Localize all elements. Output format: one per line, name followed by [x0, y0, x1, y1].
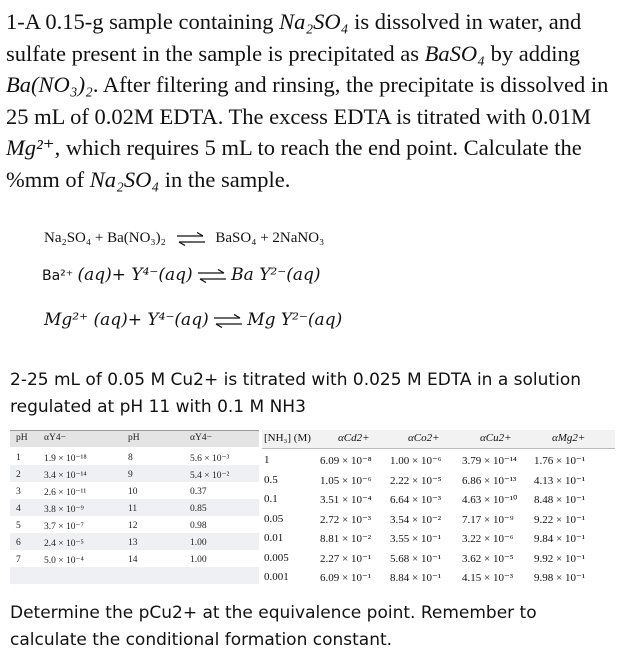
table-right-cell: 4.13 × 10⁻¹	[534, 474, 586, 487]
equilibrium-arrow-icon	[197, 269, 227, 283]
reaction-1	[44, 230, 324, 247]
problem-1-part: . After filtering and rinsing, the precipitate is dissolved in 25 mL of 0.02M EDTA. The excess EDTA is titrated with 0.01M	[6, 72, 609, 129]
table-right-cell: 0.5	[264, 473, 278, 486]
problem-1-part: 1-A 0.15-g sample containing	[6, 9, 280, 34]
data-tables	[10, 430, 615, 590]
reaction-3-products: Mg Y²⁻(aq)	[247, 310, 343, 330]
table-left-cell: 5.6 × 10⁻³	[190, 454, 230, 464]
table-left-cell: 9	[128, 470, 133, 480]
table-left-cell: 10	[128, 487, 138, 497]
reaction-2-reactants: (aq)+ Y⁴⁻(aq)	[77, 265, 193, 285]
table-right-cell: 0.05	[264, 512, 284, 525]
equilibrium-arrow-icon	[176, 232, 206, 246]
question-text: Determine the pCu2+ at the equivalence point. Remember to calculate the conditional formation constant.	[10, 603, 537, 650]
table-right-header: αMg2+	[552, 432, 586, 444]
table-right-cell: 1.76 × 10⁻¹	[534, 455, 586, 467]
table-right-cell: 8.81 × 10⁻²	[320, 533, 372, 545]
table-left-cell: 2.6 × 10⁻¹¹	[44, 488, 87, 498]
table-right-header: αCu2+	[480, 432, 512, 444]
table-left-cell: 12	[128, 521, 138, 531]
table-right-cell: 6.09 × 10⁻⁸	[320, 455, 372, 467]
problem-1-part: is dissolved in water, and sulfate present in the sample is precipitated as	[6, 9, 582, 66]
table-right-cell: 3.79 × 10⁻¹⁴	[462, 455, 517, 467]
table-right-cell: 4.15 × 10⁻³	[462, 572, 514, 584]
table-left-cell: 0.85	[190, 504, 207, 514]
table-left-cell: 4	[16, 504, 21, 514]
table-right-cell: 6.64 × 10⁻³	[390, 494, 442, 506]
table-left-header: pH	[128, 433, 140, 443]
problem-2-text: 2-25 mL of 0.05 M Cu2+ is titrated with 0.025 M EDTA in a solution regulated at pH 11 with 0.1 M NH3	[10, 370, 581, 417]
table-left-cell: 5	[16, 521, 21, 531]
problem-1-part: in the sample.	[159, 166, 291, 192]
problem-1-part: , which requires 5 mL to reach the end point. Calculate the %mm of	[6, 135, 582, 192]
table-right-cell: 3.51 × 10⁻⁴	[320, 494, 372, 506]
table-right-cell: 4.63 × 10⁻¹⁰	[462, 494, 518, 506]
table-right-cell: 1.05 × 10⁻⁶	[320, 474, 372, 487]
alpha-metal-table	[262, 430, 615, 590]
table-right-header: αCo2+	[408, 432, 440, 444]
table-right-cell: 8.84 × 10⁻¹	[390, 572, 442, 584]
row-stripe	[10, 567, 259, 584]
table-right-cell: 1.00 × 10⁻⁶	[390, 455, 442, 467]
reaction-2-ion: Ba²⁺	[42, 268, 74, 284]
reaction-2	[42, 265, 321, 285]
table-left-cell: 0.98	[190, 521, 207, 531]
table-right-cell: 0.1	[264, 493, 278, 505]
reaction-2-products: Ba Y²⁻(aq)	[231, 265, 321, 285]
formula-baso4: BaSO₄	[424, 40, 485, 66]
table-left-header: pH	[16, 433, 28, 443]
table-right-cell: 2.72 × 10⁻³	[320, 513, 372, 526]
table-right-cell: 5.68 × 10⁻¹	[390, 552, 442, 565]
table-left-cell: 8	[128, 453, 133, 463]
table-right-header: [NH₃] (M)	[264, 432, 311, 444]
table-right-cell: 3.55 × 10⁻¹	[390, 533, 442, 545]
table-right-cell: 6.86 × 10⁻¹³	[462, 474, 517, 487]
table-right-cell: 3.62 × 10⁻⁵	[462, 552, 514, 565]
table-left-cell: 1.00	[190, 555, 207, 565]
table-right-cell: 8.48 × 10⁻¹	[534, 494, 586, 506]
table-right-header: αCd2+	[338, 432, 370, 444]
table-right-cell: 2.27 × 10⁻¹	[320, 552, 372, 565]
formula-bano32: Ba(NO₃)₂	[6, 72, 93, 97]
table-right-cell: 3.22 × 10⁻⁶	[462, 533, 514, 545]
table-right-cell: 1	[264, 454, 270, 466]
table-right-cell: 7.17 × 10⁻⁹	[462, 513, 514, 526]
table-left-cell: 2.4 × 10⁻⁵	[44, 539, 84, 549]
table-right-cell: 0.01	[264, 532, 284, 544]
formula-na2so4: Na₂SO₄	[279, 9, 349, 34]
table-left-cell: 3.8 × 10⁻⁹	[44, 505, 84, 515]
table-left-header: αY4−	[190, 433, 212, 443]
table-right-cell: 0.001	[264, 571, 289, 583]
table-left-cell: 5.0 × 10⁻⁴	[44, 556, 84, 566]
alpha-y4-table	[10, 430, 259, 591]
table-left-cell: 2	[16, 470, 21, 480]
formula-mg-ion: Mg²⁺	[6, 135, 55, 160]
reaction-1-reactants: Na₂SO₄ + Ba(NO₃)₂	[44, 230, 166, 246]
table-right-cell: 6.09 × 10⁻¹	[320, 572, 372, 584]
table-left-cell: 14	[128, 555, 138, 565]
table-left-cell: 0.37	[190, 487, 207, 497]
reaction-equations	[0, 190, 621, 350]
table-left-cell: 11	[128, 504, 138, 514]
table-right-cell: 0.005	[264, 551, 289, 564]
table-left-cell: 5.4 × 10⁻²	[190, 471, 230, 481]
table-left-cell: 1	[16, 453, 21, 463]
problem-1-part: by adding	[484, 40, 580, 66]
table-left-cell: 7	[16, 555, 21, 565]
reaction-3-reactants: Mg²⁺ (aq)+ Y⁴⁻(aq)	[44, 310, 209, 330]
formula-na2so4: Na₂SO₄	[89, 166, 160, 192]
reaction-1-products: BaSO₄ + 2NaNO₃	[215, 230, 325, 246]
table-left-cell: 3	[16, 487, 21, 497]
table-right-cell: 3.54 × 10⁻²	[390, 513, 442, 526]
equilibrium-arrow-icon	[213, 314, 243, 328]
table-left-header: αY4−	[44, 433, 66, 443]
table-left-cell: 1.00	[190, 538, 207, 548]
table-left-cell: 3.7 × 10⁻⁷	[44, 522, 84, 532]
table-right-cell: 9.22 × 10⁻¹	[534, 513, 586, 526]
table-left-cell: 1.9 × 10⁻¹⁸	[44, 454, 87, 464]
table-right-cell: 9.98 × 10⁻¹	[534, 572, 586, 584]
table-left-cell: 13	[128, 538, 138, 548]
table-left-cell: 3.4 × 10⁻¹⁴	[44, 471, 87, 481]
table-right-cell: 9.92 × 10⁻¹	[534, 552, 586, 565]
table-right-cell: 9.84 × 10⁻¹	[534, 533, 586, 545]
table-left-cell: 6	[16, 538, 21, 548]
reaction-3	[44, 310, 342, 330]
problem-1-text	[6, 6, 614, 195]
table-right-cell: 2.22 × 10⁻⁵	[390, 474, 442, 487]
